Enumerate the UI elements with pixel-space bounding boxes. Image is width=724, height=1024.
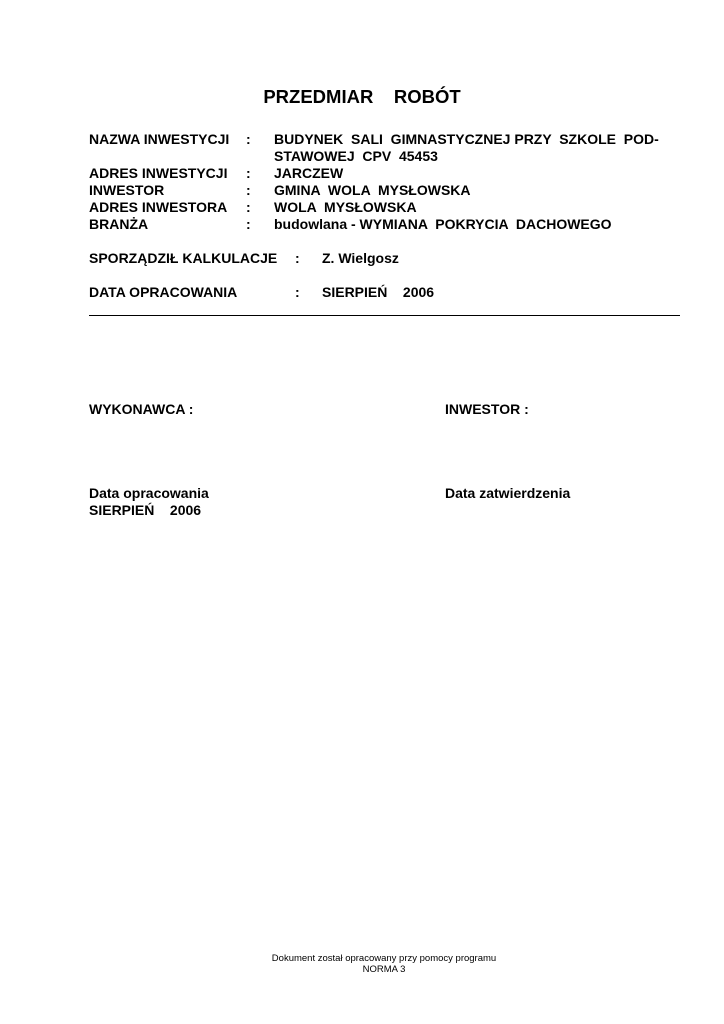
footer-line: Dokument został opracowany przy pomocy programu (271, 953, 497, 964)
inwestor-signature-label: INWESTOR : (445, 401, 529, 417)
field-colon: : (295, 250, 300, 266)
field-label: INWESTOR (89, 182, 165, 198)
data-opracowania-value: SIERPIEŃ 2006 (89, 502, 202, 518)
field-label: BRANŻA (89, 216, 149, 232)
field-value: BUDYNEK SALI GIMNASTYCZNEJ PRZY SZKOLE POD- (274, 131, 659, 147)
field-colon: : (246, 182, 251, 198)
footer (228, 953, 540, 975)
field-value: JARCZEW (274, 165, 344, 181)
field-value: Z. Wielgosz (322, 250, 399, 266)
field-colon: : (295, 284, 300, 300)
page-title: PRZEDMIAR ROBÓT (263, 86, 461, 107)
field-label: NAZWA INWESTYCJI (89, 131, 230, 147)
data-opracowania-label: Data opracowania (89, 485, 209, 501)
field-colon: : (246, 199, 251, 215)
field-value: SIERPIEŃ 2006 (322, 284, 435, 300)
field-label: ADRES INWESTYCJI (89, 165, 228, 181)
footer-program-name: NORMA 3 (362, 964, 406, 975)
field-label: SPORZĄDZIŁ KALKULACJE (89, 250, 278, 266)
field-value-continued: STAWOWEJ CPV 45453 (274, 148, 438, 164)
data-zatwierdzenia-label: Data zatwierdzenia (445, 485, 571, 501)
horizontal-divider (89, 315, 680, 316)
field-colon: : (246, 131, 251, 147)
field-label: ADRES INWESTORA (89, 199, 228, 215)
field-value: WOLA MYSŁOWSKA (274, 199, 417, 215)
field-value: GMINA WOLA MYSŁOWSKA (274, 182, 471, 198)
field-colon: : (246, 165, 251, 181)
field-label: DATA OPRACOWANIA (89, 284, 238, 300)
field-value: budowlana - WYMIANA POKRYCIA DACHOWEGO (274, 216, 612, 232)
wykonawca-label: WYKONAWCA : (89, 401, 194, 417)
field-colon: : (246, 216, 251, 232)
